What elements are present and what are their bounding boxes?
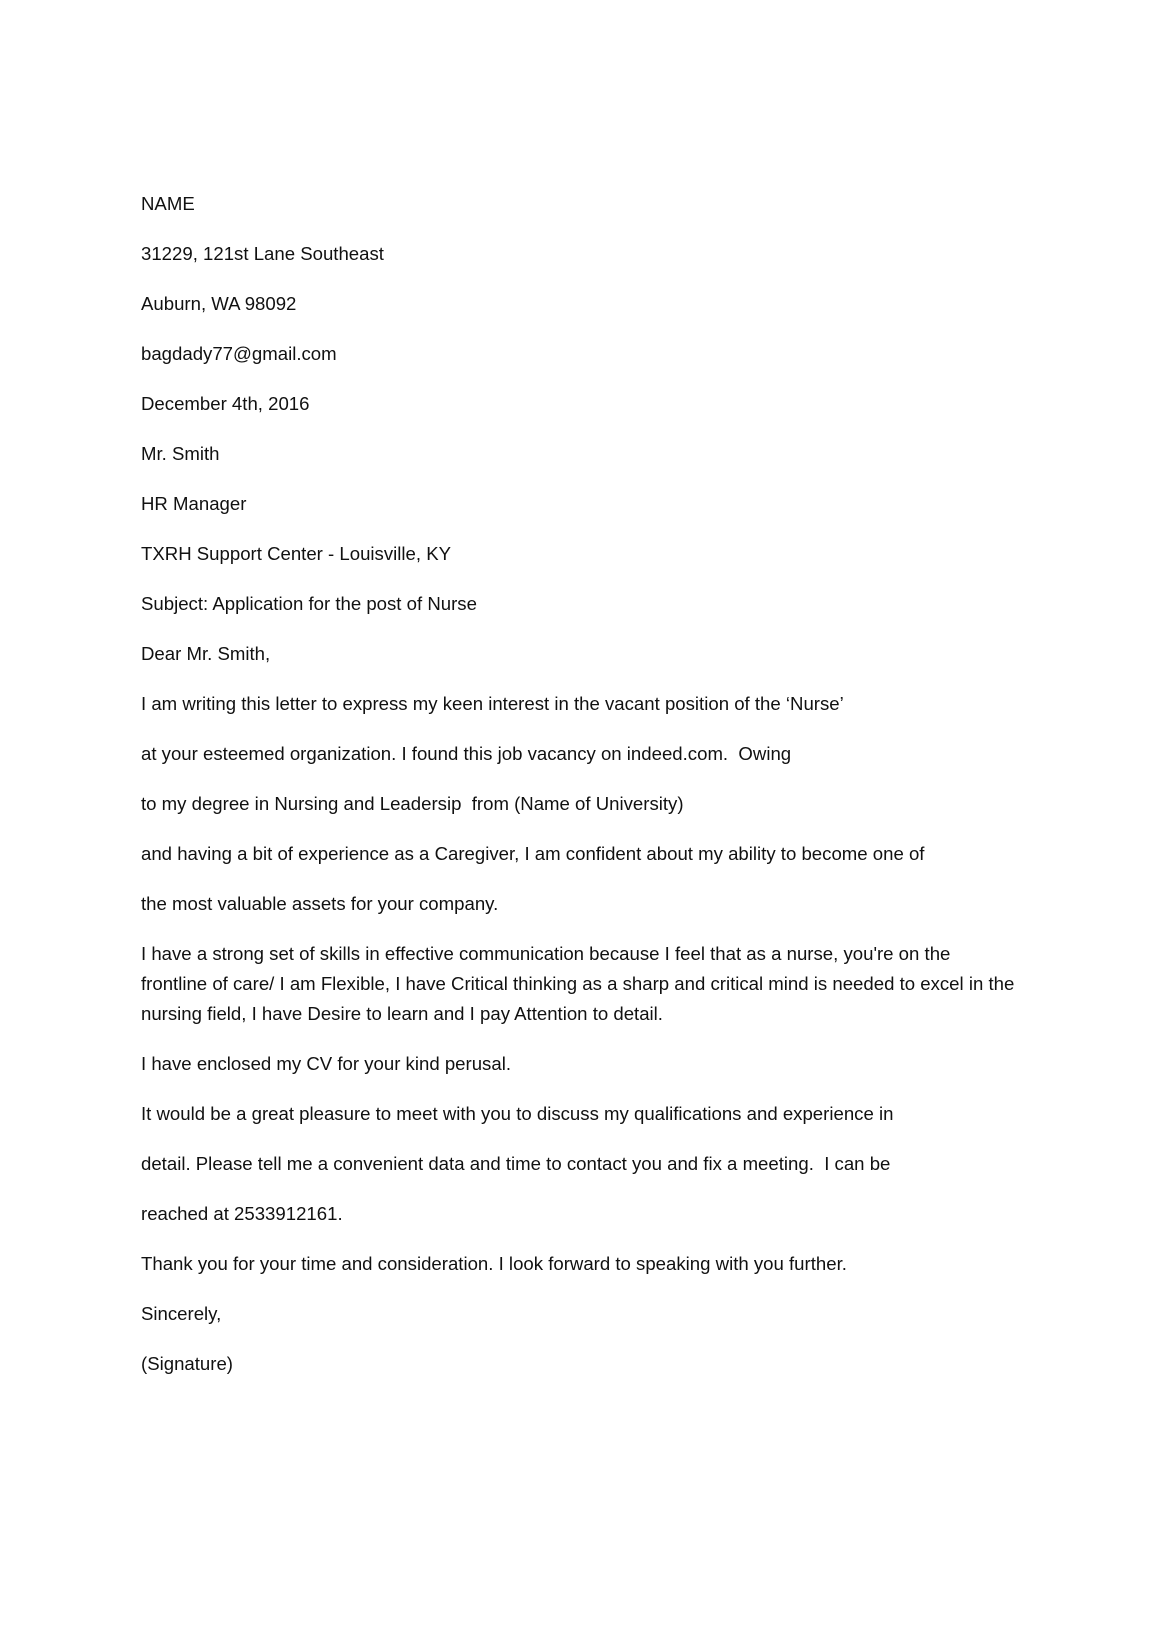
subject-line: Subject: Application for the post of Nurse xyxy=(141,593,477,614)
recipient-title: HR Manager xyxy=(141,493,247,514)
letter-date: December 4th, 2016 xyxy=(141,393,310,414)
salutation: Dear Mr. Smith, xyxy=(141,643,271,664)
sender-address-line2: Auburn, WA 98092 xyxy=(141,293,297,314)
closing: Sincerely, xyxy=(141,1303,222,1324)
recipient-company: TXRH Support Center - Louisville, KY xyxy=(141,543,452,564)
intro-line: I am writing this letter to express my keen interest in the vacant position of the ‘Nurse’ xyxy=(141,693,844,714)
recipient-name: Mr. Smith xyxy=(141,443,220,464)
sender-email: bagdady77@gmail.com xyxy=(141,343,337,364)
intro-line: at your esteemed organization. I found this job vacancy on indeed.com. Owing xyxy=(141,743,792,764)
meeting-line: It would be a great pleasure to meet with you to discuss my qualifications and experience in xyxy=(141,1103,894,1124)
sender-name: NAME xyxy=(141,193,195,214)
intro-line: and having a bit of experience as a Caregiver, I am confident about my ability to become one of xyxy=(141,843,925,864)
meeting-line: reached at 2533912161. xyxy=(141,1203,343,1224)
cover-letter xyxy=(141,189,1021,1399)
intro-line: to my degree in Nursing and Leadersip from (Name of University) xyxy=(141,793,684,814)
sender-address-line1: 31229, 121st Lane Southeast xyxy=(141,243,384,264)
thanks-line: Thank you for your time and consideration. I look forward to speaking with you further. xyxy=(141,1253,847,1274)
meeting-line: detail. Please tell me a convenient data and time to contact you and fix a meeting. I can be xyxy=(141,1153,891,1174)
intro-line: the most valuable assets for your company. xyxy=(141,893,499,914)
signature: (Signature) xyxy=(141,1353,233,1374)
skills-paragraph: I have a strong set of skills in effective communication because I feel that as a nurse, you're on the frontline of care/ I am Flexible, I have Critical thinking as a sharp and critical mind is needed to excel in the nursing field, I have Desire to learn and I pay Attention to detail. xyxy=(141,943,1015,1024)
cv-line: I have enclosed my CV for your kind perusal. xyxy=(141,1053,511,1074)
